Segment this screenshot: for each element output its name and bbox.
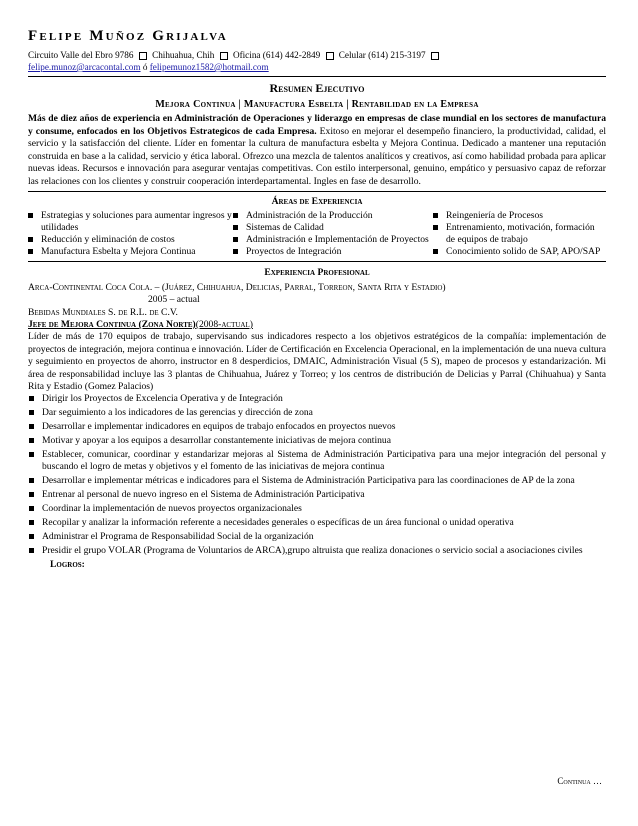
list-item: Sistemas de Calidad xyxy=(233,222,433,234)
list-item: Establecer, comunicar, coordinar y estandarizar mejoras al Sistema de Administración Participativa para una mejor integración del personal y buscando el logro de metas y objetivos y el fomento de las iniciativas de mejora continua xyxy=(28,449,606,474)
email-link-work[interactable]: felipe.munoz@arcacontal.com xyxy=(28,62,141,72)
checkbox-bullet-icon xyxy=(220,52,228,60)
areas-title: Áreas de Experiencia xyxy=(271,195,363,207)
summary-divider xyxy=(28,191,606,192)
email-line xyxy=(28,61,606,73)
company-line: Arca-Continental Coca Cola. – (Juárez, Chihuahua, Delicias, Parral, Torreon, Santa Rita y Estadio) xyxy=(28,281,446,293)
header-divider xyxy=(28,76,606,77)
areas-column-3 xyxy=(433,210,603,259)
achievements-label: Logros: xyxy=(50,559,85,571)
list-item: Administración de la Producción xyxy=(233,210,433,222)
email-separator: ó xyxy=(142,62,148,72)
summary-text xyxy=(28,113,606,189)
list-item: Reducción y eliminación de costos xyxy=(28,234,233,246)
job-title-line xyxy=(28,319,606,331)
areas-column-1 xyxy=(28,210,233,259)
list-item: Reingeniería de Procesos xyxy=(433,210,603,222)
areas-divider xyxy=(28,261,606,262)
city: Chihuahua, Chih xyxy=(152,50,215,60)
job-title: Jefe de Mejora Continua (Zona Norte) xyxy=(28,318,196,330)
list-item: Dirigir los Proyectos de Excelencia Operativa y de Integración xyxy=(28,393,606,405)
summary-bold: Más de diez años de experiencia en Administración de Operaciones y liderazgo en empresas de clase mundial en los sectores de manufactura y consume, enfocados en los Objetivos Estrategicos de cada Empresa. xyxy=(28,113,606,137)
list-item: Estrategias y soluciones para aumentar ingresos y utilidades xyxy=(28,210,233,235)
phone-office: Oficina (614) 442-2849 xyxy=(232,50,321,60)
resume-page xyxy=(28,28,606,571)
list-item: Entrenamiento, motivación, formación de equipos de trabajo xyxy=(433,222,603,247)
email-link-personal[interactable]: felipemunoz1582@hotmail.com xyxy=(149,62,269,72)
list-item: Manufactura Esbelta y Mejora Continua xyxy=(28,246,233,258)
experience-title: Experiencia Profesional xyxy=(264,266,370,278)
list-item: Conocimiento solido de SAP, APO/SAP xyxy=(433,246,603,258)
job-dates: (2008-actual) xyxy=(195,318,253,330)
address: Circuito Valle del Ebro 9786 xyxy=(28,50,134,60)
list-item: Coordinar la implementación de nuevos proyectos organizacionales xyxy=(28,503,606,515)
checkbox-bullet-icon xyxy=(139,52,147,60)
summary-subtitle: Mejora Continua | Manufactura Esbelta | Rentabilidad en la Empresa xyxy=(155,99,479,110)
company-dates-text: 2005 – actual xyxy=(148,294,200,306)
list-item: Proyectos de Integración xyxy=(233,246,433,258)
list-item: Presidir el grupo VOLAR (Programa de Voluntarios de ARCA),grupo altruista que realiza donaciones o servicio social a asociaciones civiles xyxy=(28,545,606,557)
company-dates xyxy=(28,294,606,306)
list-item: Administración e Implementación de Proyectos xyxy=(233,234,433,246)
list-item: Entrenar al personal de nuevo ingreso en el Sistema de Administración Participativa xyxy=(28,489,606,501)
job-responsibilities xyxy=(28,393,606,557)
candidate-name: Felipe Muñoz Grijalva xyxy=(28,28,228,44)
subsidiary-name: Bebidas Mundiales S. de R.L. de C.V. xyxy=(28,306,178,318)
checkbox-bullet-icon xyxy=(326,52,334,60)
list-item: Recopilar y analizar la información referente a necesidades generales o específicas de un área funcional o unidad operativa xyxy=(28,517,606,529)
list-item: Administrar el Programa de Responsabilidad Social de la organización xyxy=(28,531,606,543)
areas-column-2 xyxy=(233,210,433,259)
phone-cell: Celular (614) 215-3197 xyxy=(338,50,426,60)
summary-body: Exitoso en mejorar el desempeño financiero, la productividad, calidad, el servicio y la satisfacción del cliente. Líder en fomentar la cultura de manufactura esbelta y Mejora Continua. Dedicado a mantener una reputación construida en base a la calidad, servicio y ética laboral. Ofrezco una mezcla de talentos analíticos y creativos, así como habilidad probada para aplicar nuevas ideas. Recursos e innovación para asegurar ventajas competitivas. Con estilo interpersonal, genuino, empático y persuasivo capaz de reforzar las relaciones con los clientes y construir cooperación interdepartamental. Ingles en fase de desarrollo. xyxy=(28,125,607,187)
areas-columns xyxy=(28,210,606,259)
list-item: Dar seguimiento a los indicadores de las gerencias y dirección de zona xyxy=(28,407,606,419)
list-item: Desarrollar e implementar indicadores en equipos de trabajo enfocados en proyectos nuevos xyxy=(28,421,606,433)
list-item: Desarrollar e implementar métricas e indicadores para el Sistema de Administración Participativa para las coordinaciones de AP de la zona xyxy=(28,475,606,487)
job-description: Líder de más de 170 equipos de trabajo, supervisando sus indicadores respecto a los objetivos estratégicos de la compañía: implementación de proyectos de integración, mejora continua e innovación. Líder de Certificación en Excelencia Operacional, en la implementación de una nueva cultura y seguimiento en proyectos de ahorro, instructor en 8 desperdicios, DMAIC, Administración Visual (5 S), mapeo de procesos y estandarización. Mi área de responsabilidad incluye las 3 plantas de Chihuahua, Juárez y Torreo; y los centros de distribución de Delicias y Parral (Chihuahua) y Santa Rita y Estadio (Gomez Palacios) xyxy=(28,331,606,392)
continue-note: Continua … xyxy=(557,776,602,786)
checkbox-bullet-icon xyxy=(431,52,439,60)
contact-line xyxy=(28,49,606,61)
summary-title: Resumen Ejecutivo xyxy=(269,81,365,95)
list-item: Motivar y apoyar a los equipos a desarrollar constantemente iniciativas de mejora continua xyxy=(28,435,606,447)
